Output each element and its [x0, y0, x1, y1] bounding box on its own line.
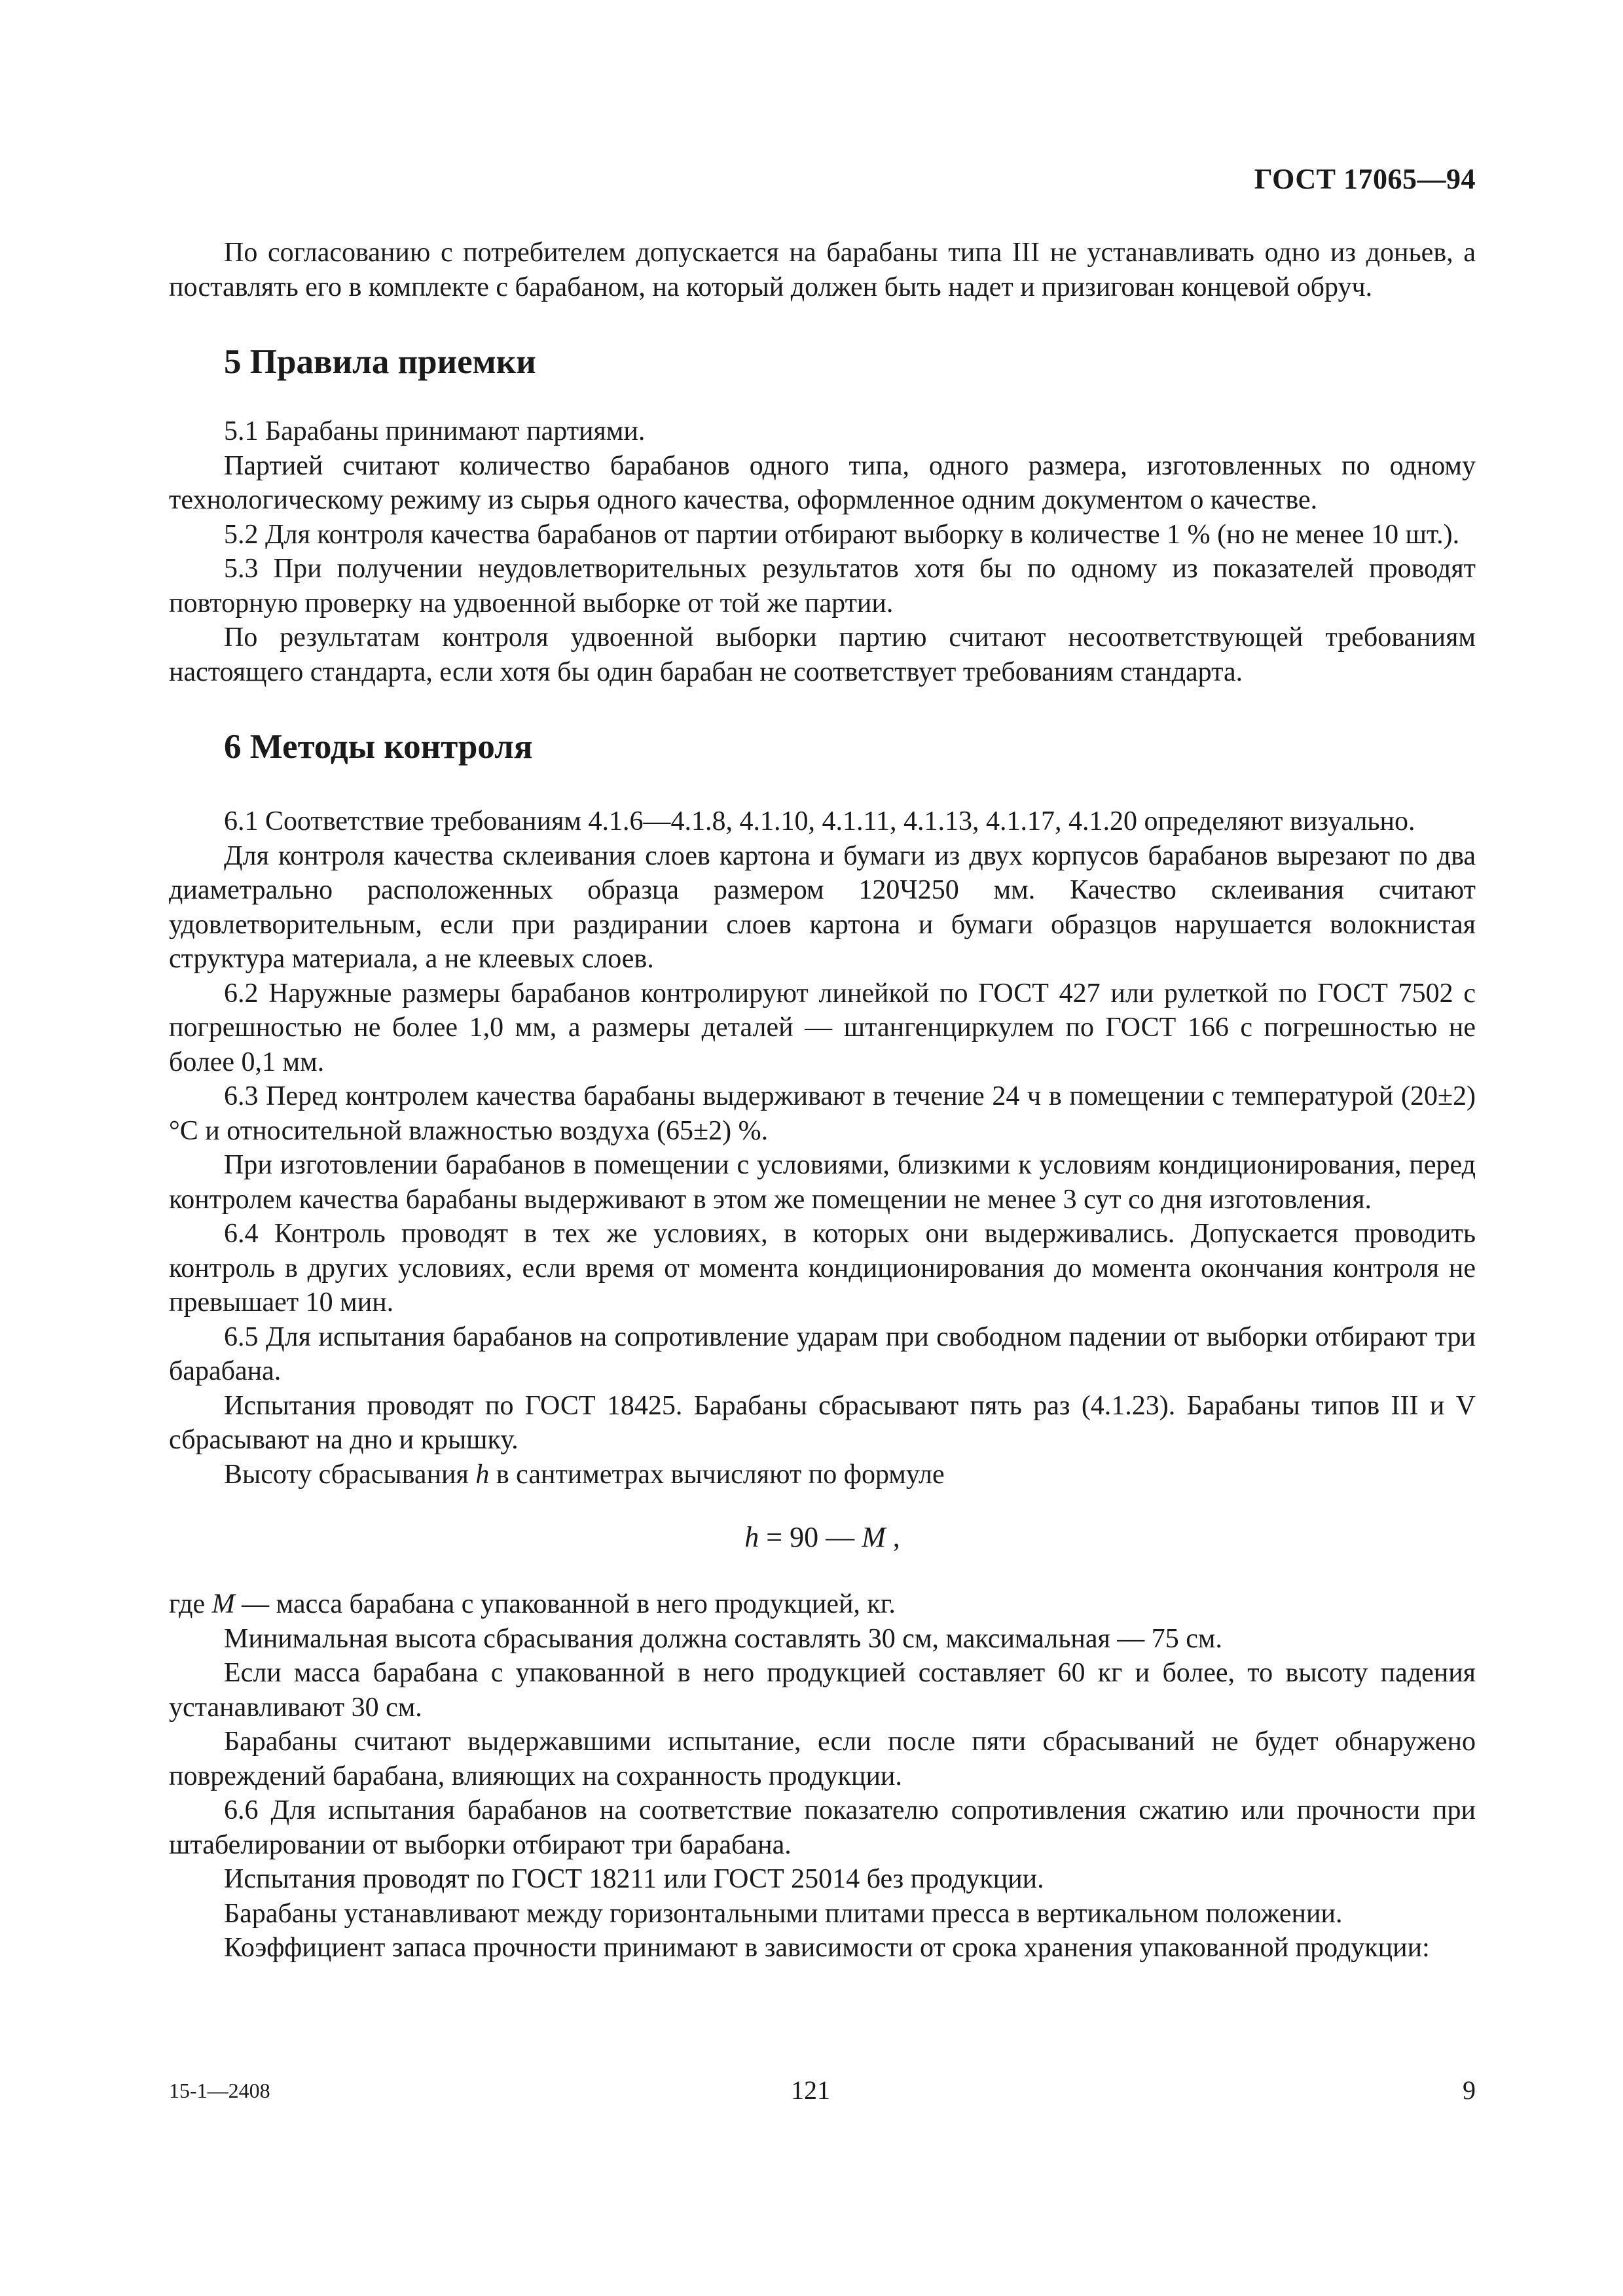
paragraph-6-3: 6.3 Перед контролем качества барабаны выдерживают в течение 24 ч в помещении с температурой (20±2) °С и относительной влажностью воздуха (65±2) %.: [169, 1081, 1476, 1146]
paragraph-6-1: 6.1 Соответствие требованиям 4.1.6—4.1.8, 4.1.10, 4.1.11, 4.1.13, 4.1.17, 4.1.20 определяют визуально.: [224, 806, 1415, 836]
paragraph-6-4: 6.4 Контроль проводят в тех же условиях, в которых они выдерживались. Допускается проводить контроль в других условиях, если время от момента кондиционирования до момента окончания контроля не превышает 10 мин.: [169, 1219, 1476, 1318]
paragraph-where: [169, 1587, 1476, 1622]
height-text-post: в сантиметрах вычисляют по формуле: [489, 1459, 945, 1490]
paragraph-mass-60: Если масса барабана с упакованной в него продукцией составляет 60 кг и более, то высоту падения устанавливают 30 см.: [169, 1658, 1476, 1723]
paragraph-5-1: 5.1 Барабаны принимают партиями.: [224, 416, 646, 446]
drop-height-formula: [169, 1519, 1476, 1556]
where-variable: M: [211, 1589, 235, 1619]
paragraph-6-6-tests: Испытания проводят по ГОСТ 18211 или ГОСТ 25014 без продукции.: [224, 1864, 1044, 1894]
footer-print-code: 15-1—2408: [169, 2079, 270, 2102]
footer-collection-page-number: 121: [791, 2075, 830, 2105]
paragraph-6-5: 6.5 Для испытания барабанов на сопротивление ударам при свободном падении от выборки отбирают три барабана.: [169, 1321, 1476, 1386]
where-text-post: — масса барабана с упакованной в него продукцией, кг.: [234, 1589, 896, 1619]
height-variable: h: [475, 1459, 490, 1490]
paragraph-6-6: 6.6 Для испытания барабанов на соответствие показателю сопротивления сжатию или прочности при штабелировании от выборки отбирают три барабана.: [169, 1795, 1476, 1860]
section-5-heading: 5 Правила приемки: [224, 343, 536, 381]
paragraph-passed-test: Барабаны считают выдержавшими испытание, если после пяти сбрасываний не будет обнаружено повреждений барабана, влияющих на сохранность продукции.: [169, 1727, 1476, 1791]
formula-tail: ,: [885, 1521, 900, 1553]
formula-lhs: h: [744, 1521, 759, 1553]
paragraph-5-3-result: По результатам контроля удвоенной выборки партию считают несоответствующей требованиям настоящего стандарта, если хотя бы один барабан не соответствует требованиям стандарта.: [169, 622, 1476, 687]
formula-rhs: M: [862, 1521, 886, 1553]
formula-number: 90: [790, 1521, 819, 1553]
where-text-pre: где: [169, 1589, 212, 1619]
footer-page-number: 9: [1463, 2075, 1476, 2105]
page-content: [169, 236, 1476, 1965]
paragraph-6-3-conditioning: При изготовлении барабанов в помещении с условиями, близкими к условиям кондиционирования, перед контролем качества барабаны выдерживают в этом же помещении не менее 3 сут со дня изготовления.: [169, 1150, 1476, 1215]
paragraph-6-5-tests: Испытания проводят по ГОСТ 18425. Барабаны сбрасывают пять раз (4.1.23). Барабаны типов III и V сбрасывают на дно и крышку.: [169, 1390, 1476, 1455]
paragraph-6-6-press: Барабаны устанавливают между горизонтальными плитами пресса в вертикальном положении.: [224, 1898, 1343, 1929]
paragraph-5-3: 5.3 При получении неудовлетворительных результатов хотя бы по одному из показателей проводят повторную проверку на удвоенной выборке от той же партии.: [169, 554, 1476, 619]
formula-minus: —: [818, 1521, 862, 1553]
document-code: ГОСТ 17065—94: [1254, 163, 1476, 195]
height-text-pre: Высоту сбрасывания: [224, 1459, 476, 1490]
paragraph-min-height: Минимальная высота сбрасывания должна составлять 30 см, максимальная — 75 см.: [224, 1623, 1223, 1654]
intro-paragraph: По согласованию с потребителем допускается на барабаны типа III не устанавливать одно из доньев, а поставлять его в комплекте с барабаном, на который должен быть надет и призигован концевой обруч.: [169, 238, 1476, 302]
paragraph-5-1-lot: Партией считают количество барабанов одного типа, одного размера, изготовленных по одному технологическому режиму из сырья одного качества, оформленное одним документом о качестве.: [169, 450, 1476, 515]
section-6-heading: 6 Методы контроля: [224, 728, 533, 766]
formula-equals: =: [759, 1521, 790, 1553]
paragraph-6-2: 6.2 Наружные размеры барабанов контролируют линейкой по ГОСТ 427 или рулеткой по ГОСТ 7502 с погрешностью не более 1,0 мм, а размеры деталей — штангенциркулем по ГОСТ 166 с погрешностью не более 0,1 мм.: [169, 978, 1476, 1077]
paragraph-5-2: 5.2 Для контроля качества барабанов от партии отбирают выборку в количестве 1 % (но не менее 10 шт.).: [224, 519, 1460, 550]
paragraph-6-1-gluing: Для контроля качества склеивания слоев картона и бумаги из двух корпусов барабанов вырезают по два диаметрально расположенных образца размером 120Ч250 мм. Качество склеивания считают удовлетворительным, если при раздирании слоев картона и бумаги образцов нарушается волокнистая структура материала, а не клеевых слоев.: [169, 840, 1476, 974]
paragraph-6-6-coefficient: Коэффициент запаса прочности принимают в зависимости от срока хранения упакованной продукции:: [224, 1933, 1430, 1963]
paragraph-height-formula-intro: [169, 1458, 1476, 1492]
